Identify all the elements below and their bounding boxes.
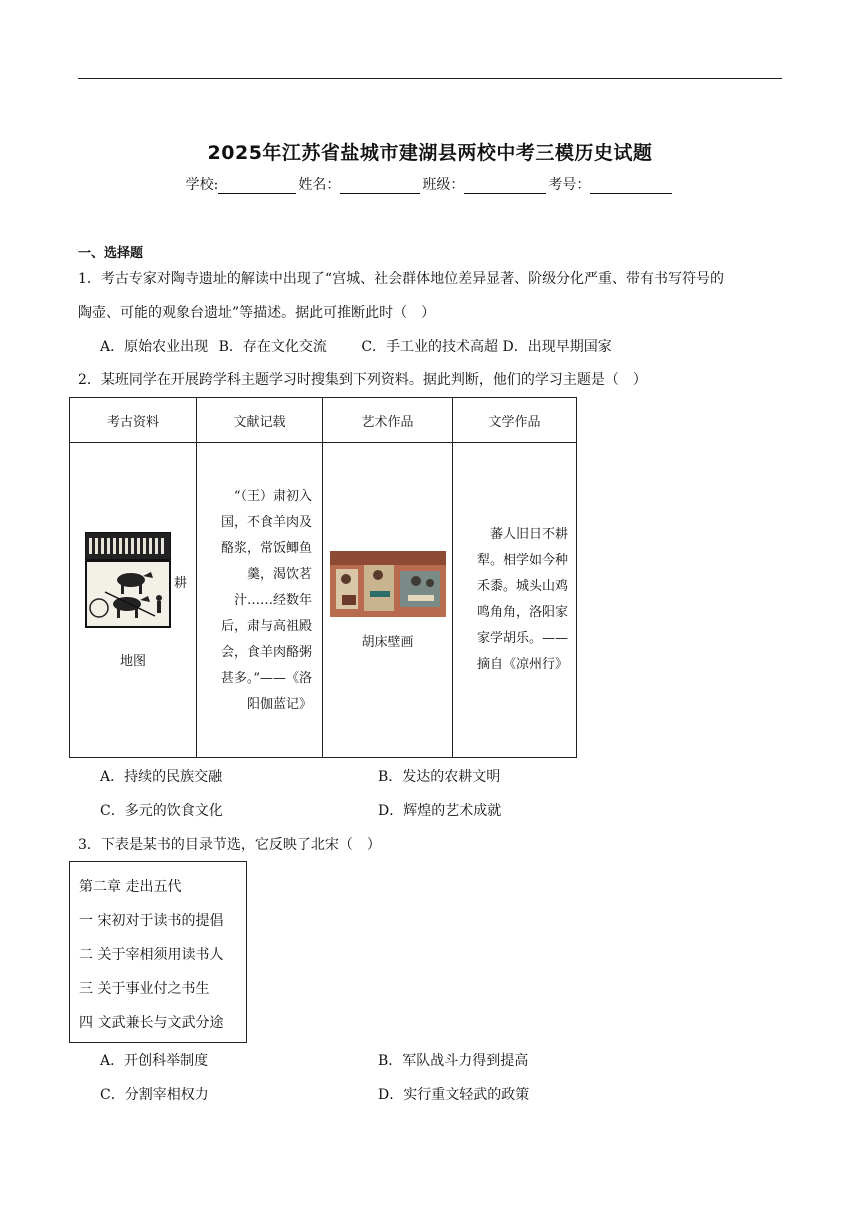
q2-option-b[interactable]: B．发达的农耕文明	[378, 769, 501, 785]
q3-option-b[interactable]: B．军队战斗力得到提高	[378, 1053, 529, 1069]
toc-line: 四 文武兼长与文武分途	[79, 1015, 224, 1031]
class-label: 班级：	[422, 177, 465, 193]
literature-line: 酪浆，常饭鲫鱼	[220, 541, 312, 556]
poem-line: 禾黍。城头山鸡	[476, 579, 568, 594]
q3-option-c[interactable]: C．分割宰相权力	[100, 1087, 209, 1103]
q2-stem: 2．某班同学在开展跨学科主题学习时搜集到下列资料。据此判断，他们的学习主题是（ ）	[78, 372, 647, 388]
school-blank[interactable]	[218, 179, 296, 194]
poem-line: 摘自《凉州行》	[476, 657, 568, 672]
poem-line: 家学胡乐。——	[476, 631, 568, 646]
q2-option-c[interactable]: C．多元的饮食文化	[100, 803, 223, 819]
q2-option-a[interactable]: A．持续的民族交融	[100, 769, 223, 785]
header-literature: 文献记载	[197, 398, 323, 443]
q1-stem-line1: 1．考古专家对陶寺遗址的解读中出现了“宫城、社会群体地位差异显著、阶级分化严重、带有书写符号的	[78, 271, 725, 287]
poem-line: 犁。相学如今种	[476, 553, 568, 568]
q3-stem: 3．下表是某书的目录节选，它反映了北宋（ ）	[78, 837, 381, 853]
school-label: 学校:	[185, 177, 219, 193]
mural-image	[330, 551, 446, 617]
poem-line: 鸣角角，洛阳家	[476, 605, 568, 620]
toc-line: 二 关于宰相须用读书人	[79, 947, 224, 963]
toc-line: 第二章 走出五代	[79, 879, 182, 895]
poem-line: 蕃人旧日不耕	[489, 527, 568, 542]
q1-option-d[interactable]: D．出现早期国家	[502, 339, 612, 355]
name-label: 姓名：	[298, 177, 341, 193]
student-info-line	[0, 174, 860, 194]
q1-options	[100, 336, 612, 356]
q1-stem-line2: 陶壶、可能的观象台遗址”等描述。据此可推断此时（ ）	[78, 305, 436, 321]
name-blank[interactable]	[340, 179, 420, 194]
q1-option-b[interactable]: B．存在文化交流	[218, 339, 327, 355]
literature-line: 国，不食羊肉及	[220, 515, 312, 530]
archaeology-side-char: 耕	[174, 575, 188, 591]
literature-line: 会，食羊肉酪粥	[220, 645, 312, 660]
literature-line: 汁……经数年	[233, 593, 312, 608]
q3-option-d[interactable]: D．实行重文轻武的政策	[378, 1087, 530, 1103]
q3-option-a[interactable]: A．开创科举制度	[100, 1053, 209, 1069]
cell-archaeology	[70, 443, 197, 758]
q3-toc-box	[69, 861, 247, 1043]
header-archaeology: 考古资料	[70, 398, 197, 443]
archaeology-caption: 地图	[119, 653, 146, 669]
toc-line: 一 宋初对于读书的提倡	[79, 913, 224, 929]
exam-no-blank[interactable]	[590, 179, 672, 194]
art-caption: 胡床壁画	[361, 634, 414, 650]
header-rule	[78, 78, 782, 79]
cell-literature	[197, 443, 323, 758]
toc-line: 三 关于事业付之书生	[79, 981, 210, 997]
header-art: 艺术作品	[323, 398, 453, 443]
page-title: 2025年江苏省盐城市建湖县两校中考三模历史试题	[207, 142, 653, 164]
exam-no-label: 考号：	[548, 177, 591, 193]
section-heading: 一、选择题	[78, 246, 144, 261]
literature-line: 阳伽蓝记》	[246, 697, 312, 712]
literature-line: 甚多。”——《洛	[220, 671, 312, 686]
cell-art	[323, 443, 453, 758]
q2-material-table	[69, 397, 577, 758]
cell-poetry	[453, 443, 577, 758]
literature-line: 后，肃与高祖殿	[220, 619, 312, 634]
class-blank[interactable]	[464, 179, 546, 194]
q2-option-d[interactable]: D．辉煌的艺术成就	[378, 803, 502, 819]
q1-option-c[interactable]: C．手工业的技术高超	[361, 339, 499, 355]
literature-line: 羹，渴饮茗	[246, 567, 312, 582]
q1-option-a[interactable]: A．原始农业出现	[100, 339, 209, 355]
header-poetry: 文学作品	[453, 398, 577, 443]
plowing-brick-image	[85, 532, 171, 628]
literature-line: “（王）肃初入	[233, 489, 312, 504]
